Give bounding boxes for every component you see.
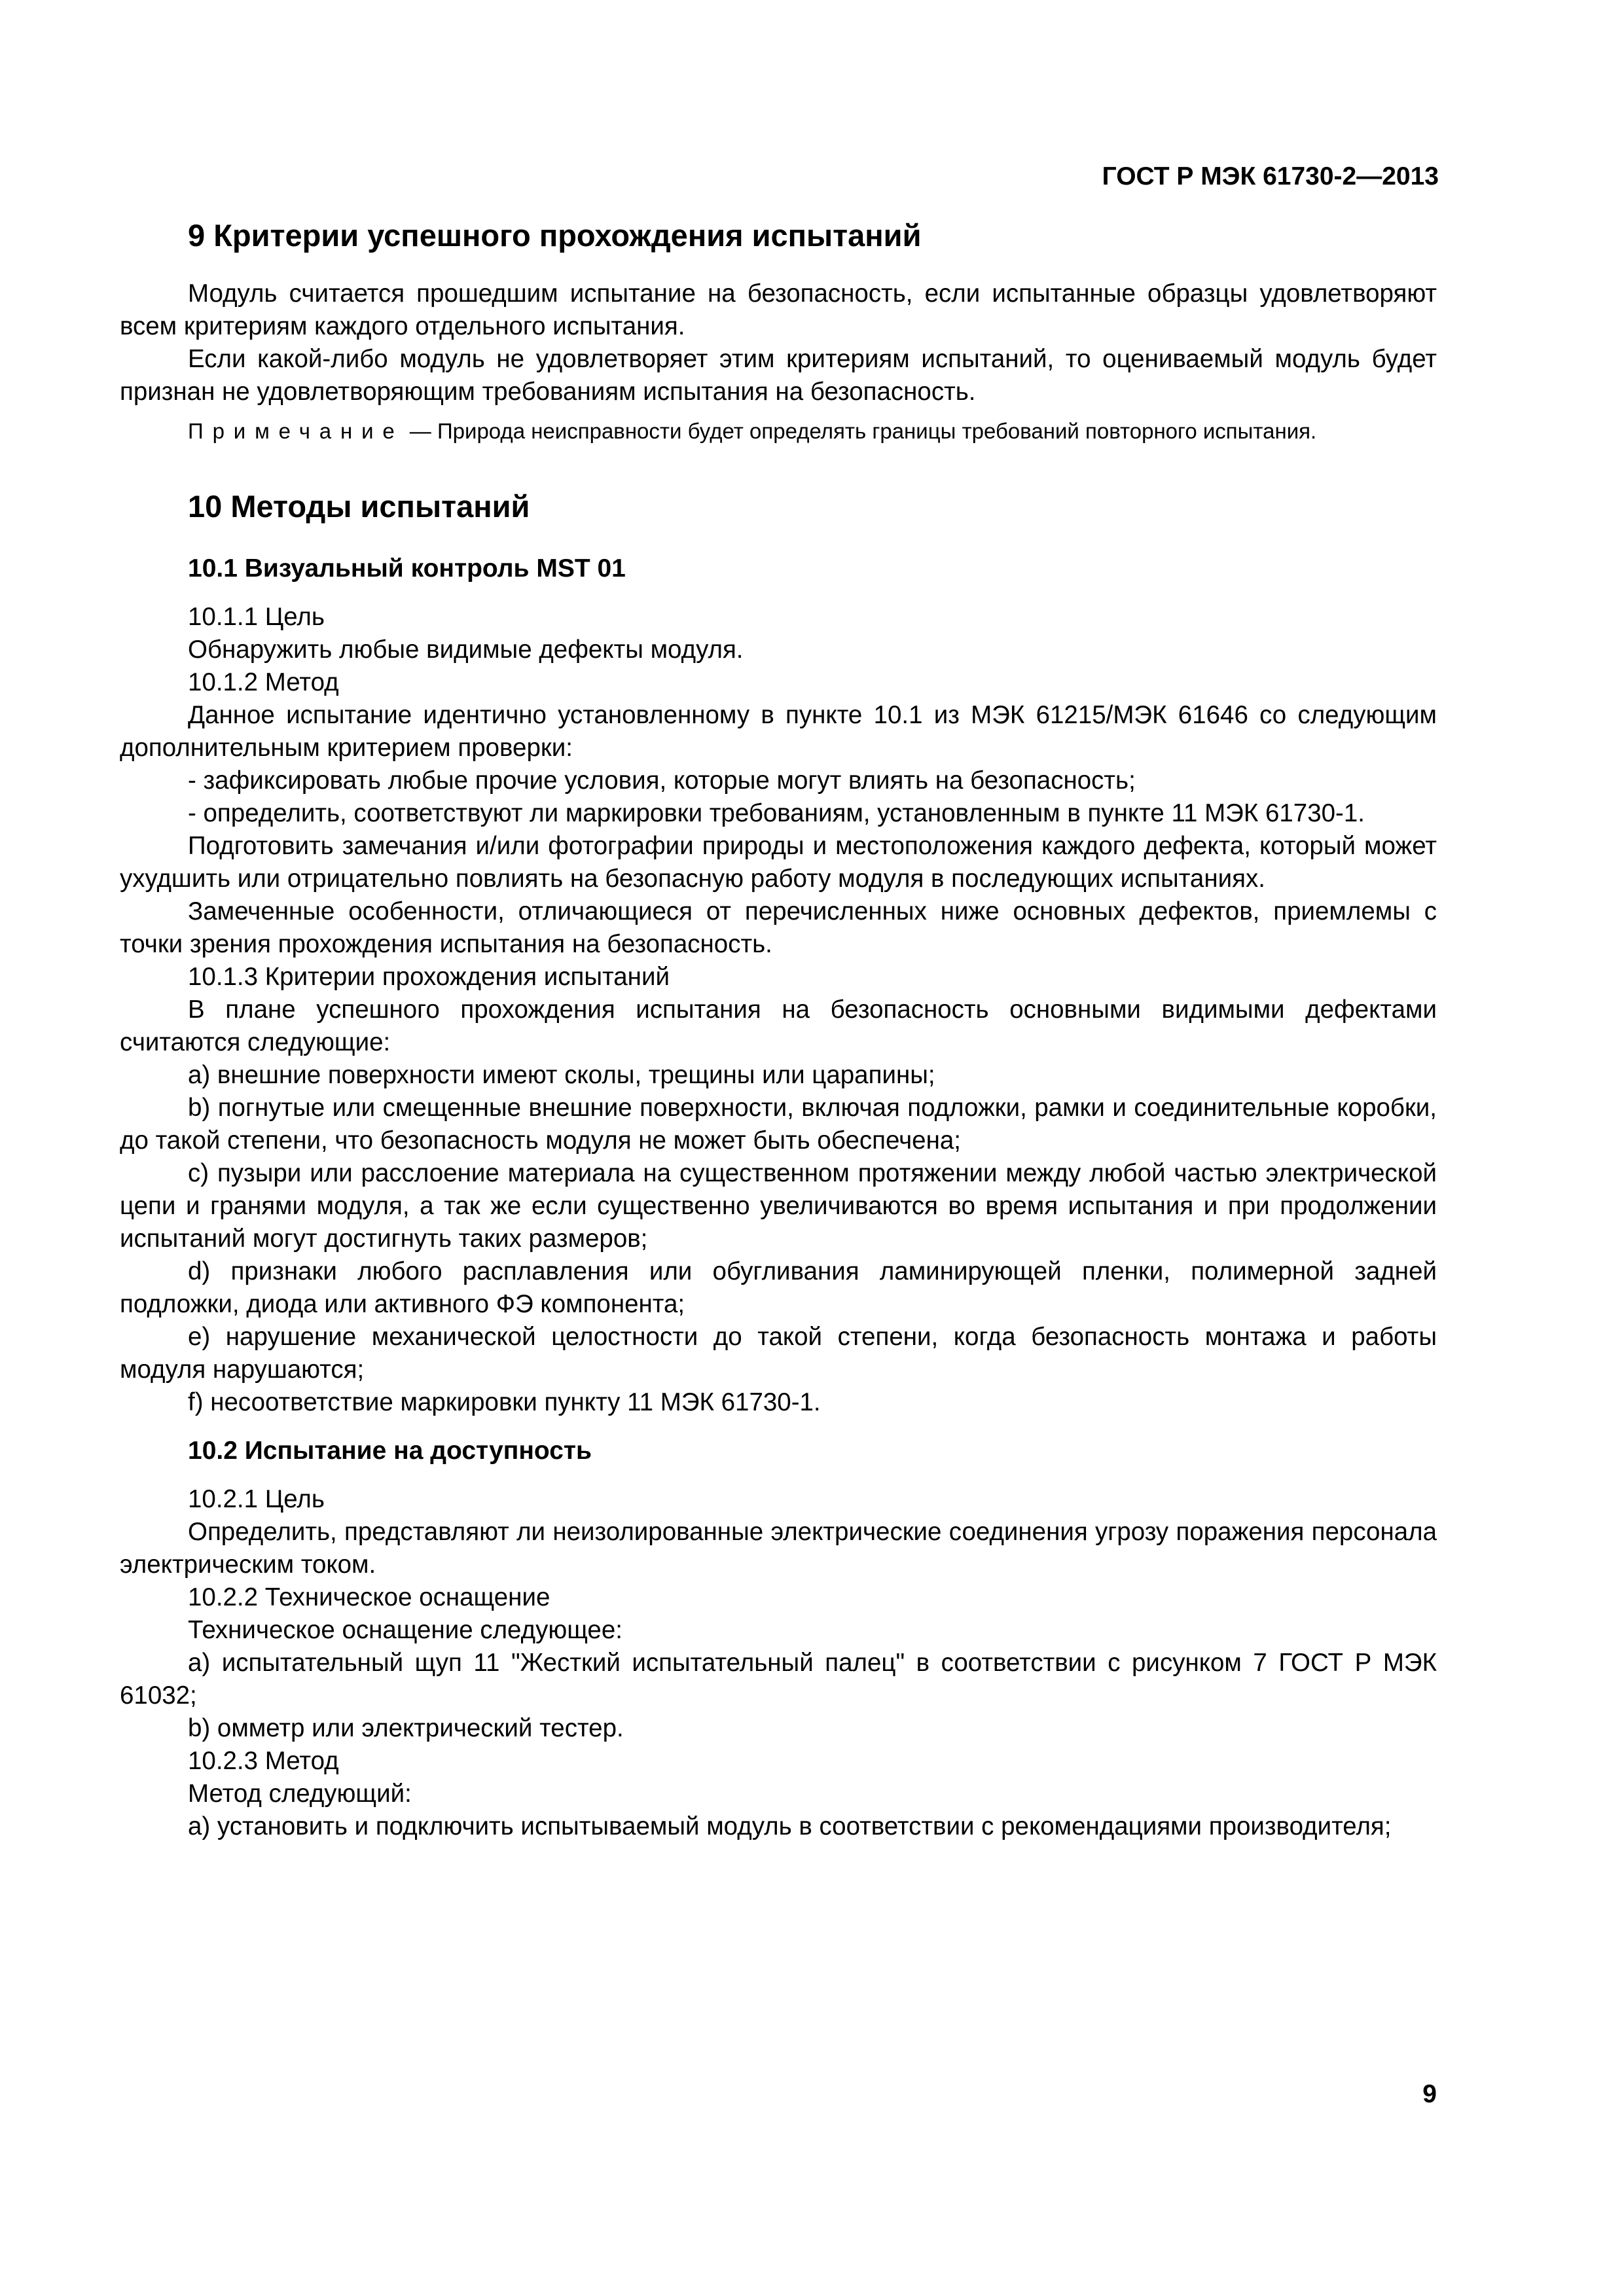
paragraph: 10.2.1 Цель [188, 1485, 325, 1513]
paragraph: 10.2.2 Техническое оснащение [188, 1583, 550, 1611]
paragraph: a) внешние поверхности имеют сколы, трещины или царапины; [188, 1061, 935, 1089]
document-code-header: ГОСТ Р МЭК 61730-2—2013 [1102, 162, 1439, 190]
paragraph: f) несоответствие маркировки пункту 11 МЭК 61730-1. [188, 1388, 821, 1416]
page-number: 9 [1422, 2080, 1437, 2108]
note [120, 416, 1437, 446]
paragraph: В плане успешного прохождения испытания на безопасность основными видимыми дефектами считаются следующие: [120, 996, 1437, 1056]
subsection-10-2-body [120, 1483, 1437, 1843]
paragraph: Техническое оснащение следующее: [188, 1616, 623, 1644]
paragraph: Метод следующий: [188, 1780, 412, 1808]
paragraph: a) установить и подключить испытываемый модуль в соответствии с рекомендациями производителя; [188, 1812, 1392, 1840]
paragraph: c) пузыри или расслоение материала на существенном протяжении между любой частью электрической цепи и гранями модуля, а так же если существенно увеличиваются во время испытания и при продолжении испытаний могут достигнуть таких размеров; [120, 1159, 1437, 1253]
paragraph: d) признаки любого расплавления или обугливания ламинирующей пленки, полимерной задней подложки, диода или активного ФЭ компонента; [120, 1257, 1437, 1318]
paragraph: Модуль считается прошедшим испытание на безопасность, если испытанные образцы удовлетворяют всем критериям каждого отдельного испытания. [120, 279, 1437, 340]
paragraph: Обнаружить любые видимые дефекты модуля. [188, 636, 744, 664]
paragraph: - определить, соответствуют ли маркировки требованиям, установленным в пункте 11 МЭК 61730-1. [188, 799, 1365, 827]
section-9-title: 9 Критерии успешного прохождения испытаний [188, 218, 922, 253]
section-10-title: 10 Методы испытаний [188, 489, 530, 524]
subsection-10-1-body [120, 601, 1437, 1419]
subsection-10-1-title: 10.1 Визуальный контроль MST 01 [188, 554, 626, 583]
subsection-10-2-title: 10.2 Испытание на доступность [188, 1437, 592, 1465]
paragraph: a) испытательный щуп 11 "Жесткий испытательный палец" в соответствии с рисунком 7 ГОСТ Р МЭК 61032; [120, 1649, 1437, 1710]
paragraph: 10.1.1 Цель [188, 603, 325, 631]
paragraph: Замеченные особенности, отличающиеся от перечисленных ниже основных дефектов, приемлемы с точки зрения прохождения испытания на безопасность. [120, 897, 1437, 958]
paragraph: b) омметр или электрический тестер. [188, 1714, 624, 1742]
paragraph: Данное испытание идентично установленному в пункте 10.1 из МЭК 61215/МЭК 61646 со следующим дополнительным критерием проверки: [120, 701, 1437, 762]
paragraph: 10.1.2 Метод [188, 668, 339, 696]
note-text: — Природа неисправности будет определять границы требований повторного испытания. [403, 419, 1317, 443]
paragraph: e) нарушение механической целостности до такой степени, когда безопасность монтажа и работы модуля нарушаются; [120, 1323, 1437, 1384]
note-label: Примечание [188, 419, 404, 443]
paragraph: 10.1.3 Критерии прохождения испытаний [188, 963, 670, 991]
paragraph: 10.2.3 Метод [188, 1747, 339, 1775]
page-content [120, 216, 1437, 1843]
paragraph: b) погнутые или смещенные внешние поверхности, включая подложки, рамки и соединительные коробки, до такой степени, что безопасность модуля не может быть обеспечена; [120, 1094, 1437, 1155]
paragraph: Подготовить замечания и/или фотографии природы и местоположения каждого дефекта, который может ухудшить или отрицательно повлиять на безопасную работу модуля в последующих испытаниях. [120, 832, 1437, 893]
paragraph: Определить, представляют ли неизолированные электрические соединения угрозу поражения персонала электрическим током. [120, 1518, 1437, 1579]
paragraph: - зафиксировать любые прочие условия, которые могут влиять на безопасность; [188, 766, 1136, 795]
paragraph: Если какой-либо модуль не удовлетворяет этим критериям испытаний, то оцениваемый модуль будет признан не удовлетворяющим требованиям испытания на безопасность. [120, 345, 1437, 406]
